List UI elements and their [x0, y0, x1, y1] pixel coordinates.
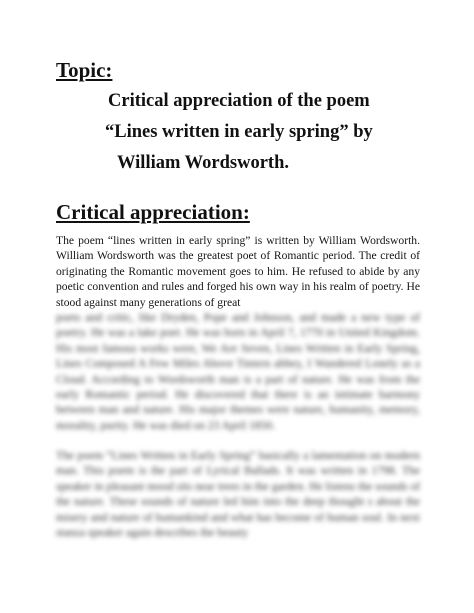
body-paragraph-visible: The poem “lines written in early spring” is written by William Wordsworth. William Wordsworth was the greatest poet of Romantic period. The credit of originating the Romantic movement goes to him. He refused to abide by any poetic convention and rules and forged his own way in his realm of poetry. He stood against many generations of great: [56, 234, 420, 309]
body-paragraph-blurred: poets and critic, like Dryden, Pope and Johnson, and made a new type of poetry. He was a lake poet. He was born in April 7, 1770 in United Kingdom. His most famous works were, We Are Seven, Lines Written in Early Spring, Lines Composed A Few Miles Above Tintern abbey, I Wandered Lonely as a Cloud. According to Wordsworth man is a part of nature. He was from the early Romantic period. He discovered that there is an intimate harmony between man and nature. His major themes were nature, humanity, memory, morality, purity. He was died on 23 April 1850.: [56, 311, 420, 432]
body-paragraph-2-blurred: The poem “Lines Written in Early Spring” basically a lamentation on modern man. This poem is the part of Lyrical Ballads. It was written in 1798. The speaker in pleasant mood sits near trees in the garden. He listens the sounds of the nature. These sounds of nature led him into the deep thought s about the misery and nature of humankind and what has become of human soul. In next stanza speaker again describes the beauty: [56, 449, 420, 540]
title-line-2: “Lines written in early spring” by: [105, 122, 373, 142]
section-heading: Critical appreciation:: [56, 200, 250, 224]
topic-heading: Topic:: [56, 58, 113, 82]
title-line-1: Critical appreciation of the poem: [108, 91, 370, 111]
title-line-3: William Wordsworth.: [117, 153, 290, 173]
